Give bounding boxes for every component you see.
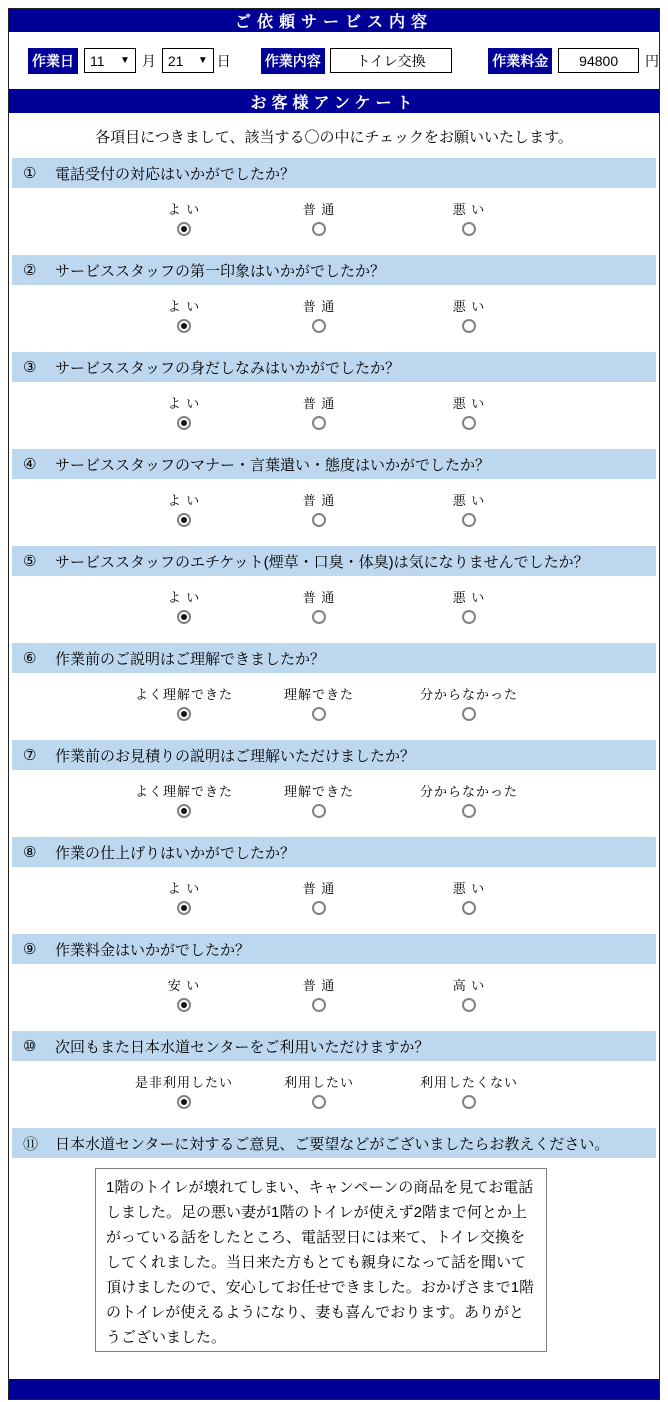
radio-option[interactable] — [394, 684, 544, 721]
radio-option-label: 普 通 — [302, 978, 336, 993]
question-text: 作業前のお見積りの説明はご理解いただけましたか？ — [55, 747, 416, 765]
radio-option[interactable] — [109, 781, 259, 818]
radio-button[interactable] — [462, 707, 476, 721]
question-number: ③ — [23, 359, 37, 376]
radio-option[interactable] — [394, 393, 544, 430]
work-content-value: トイレ交換 — [356, 52, 426, 69]
work-month-select[interactable] — [84, 48, 136, 73]
option-group — [9, 878, 659, 923]
question-number: ④ — [23, 456, 37, 473]
radio-option[interactable] — [244, 878, 394, 915]
radio-option[interactable] — [109, 199, 259, 236]
radio-button[interactable] — [462, 1095, 476, 1109]
question-block — [9, 158, 659, 255]
option-group — [9, 296, 659, 341]
question-number: ② — [23, 262, 37, 279]
question-block — [9, 1031, 659, 1128]
work-content-label: 作業内容 — [261, 48, 325, 74]
question-header — [12, 449, 656, 479]
radio-option-label: 悪 い — [452, 396, 486, 411]
radio-option[interactable] — [394, 878, 544, 915]
question-text: 作業前のご説明はご理解できましたか？ — [55, 650, 326, 668]
radio-option-label: よく理解できた — [134, 784, 233, 799]
radio-option-label: 普 通 — [302, 202, 336, 217]
question-block — [9, 740, 659, 837]
radio-button[interactable] — [312, 416, 326, 430]
question-number: ⑪ — [23, 1135, 39, 1153]
radio-option[interactable] — [109, 878, 259, 915]
question-block — [9, 643, 659, 740]
radio-option[interactable] — [109, 393, 259, 430]
question-header — [12, 740, 656, 770]
radio-button[interactable] — [312, 610, 326, 624]
radio-button[interactable] — [462, 222, 476, 236]
radio-option-label: 普 通 — [302, 493, 336, 508]
radio-option-label: 理解できた — [283, 687, 354, 702]
question-header — [12, 352, 656, 382]
radio-button[interactable] — [312, 998, 326, 1012]
radio-option-label: 利用したい — [283, 1075, 354, 1090]
question-header — [12, 158, 656, 188]
question-number: ⑥ — [23, 650, 37, 667]
instruction-text: 各項目につきまして、該当する〇の中にチェックをお願いいたします。 — [95, 129, 573, 146]
radio-option-label: 分からなかった — [419, 687, 518, 702]
survey-body — [9, 113, 659, 1379]
radio-button[interactable] — [177, 610, 191, 624]
work-date-label: 作業日 — [28, 48, 78, 74]
work-content-input[interactable] — [330, 48, 453, 73]
question-text: サービススタッフの第一印象はいかがでしたか？ — [55, 262, 386, 280]
question-header — [12, 546, 656, 576]
radio-button[interactable] — [312, 1095, 326, 1109]
question-list — [9, 158, 659, 1352]
radio-button[interactable] — [462, 901, 476, 915]
survey-header-bar — [9, 89, 659, 113]
option-group — [9, 781, 659, 826]
radio-option-label: 悪 い — [452, 299, 486, 314]
radio-button[interactable] — [177, 319, 191, 333]
question-text: 日本水道センターに対するご意見、ご要望などがございましたらお教えください。 — [55, 1135, 610, 1153]
radio-option-label: 普 通 — [302, 396, 336, 411]
service-header-title: ご依頼サービス内容 — [234, 14, 433, 31]
radio-option[interactable] — [244, 587, 394, 624]
radio-option-label: 分からなかった — [419, 784, 518, 799]
radio-button[interactable] — [312, 707, 326, 721]
radio-button[interactable] — [312, 901, 326, 915]
radio-option[interactable] — [394, 199, 544, 236]
radio-button[interactable] — [462, 319, 476, 333]
question-block — [9, 546, 659, 643]
work-fee-label: 作業料金 — [488, 48, 552, 74]
radio-option-label: よ い — [167, 202, 201, 217]
fee-unit-label: 円 — [645, 52, 659, 69]
question-header — [12, 643, 656, 673]
radio-button[interactable] — [312, 319, 326, 333]
radio-button[interactable] — [462, 998, 476, 1012]
question-block — [9, 837, 659, 934]
work-fee-value: 94800 — [579, 52, 619, 69]
radio-option-label: 悪 い — [452, 493, 486, 508]
radio-option-label: 普 通 — [302, 881, 336, 896]
footer-bar — [9, 1379, 659, 1400]
radio-button[interactable] — [312, 222, 326, 236]
work-day-value: 21 — [167, 52, 184, 69]
radio-option[interactable] — [394, 781, 544, 818]
question-header — [12, 1031, 656, 1061]
day-unit-label: 日 — [216, 52, 231, 69]
radio-option[interactable] — [109, 587, 259, 624]
question-text: サービススタッフのマナー・言葉遣い・態度はいかがでしたか？ — [55, 456, 491, 474]
question-header — [12, 255, 656, 285]
radio-button[interactable] — [312, 513, 326, 527]
option-group — [9, 975, 659, 1020]
question-block — [9, 449, 659, 546]
question-number: ① — [23, 165, 37, 182]
question-text: サービススタッフの身だしなみはいかがでしたか？ — [55, 359, 401, 377]
radio-option-label: よ い — [167, 881, 201, 896]
radio-option-label: よ い — [167, 493, 201, 508]
radio-option-label: よく理解できた — [134, 687, 233, 702]
form-frame — [8, 8, 660, 1400]
radio-option[interactable] — [109, 1072, 259, 1109]
dropdown-arrow-icon: ▼ — [119, 55, 130, 66]
question-text: 電話受付の対応はいかがでしたか？ — [55, 165, 296, 183]
question-header — [12, 934, 656, 964]
radio-button[interactable] — [462, 416, 476, 430]
question-block — [9, 1128, 659, 1352]
radio-option-label: 是非利用したい — [134, 1075, 233, 1090]
radio-option-label: よ い — [167, 396, 201, 411]
radio-option[interactable] — [109, 684, 259, 721]
question-text: 作業の仕上げりはいかがでしたか？ — [55, 844, 296, 862]
radio-option-label: 高 い — [452, 978, 486, 993]
service-row — [9, 32, 659, 89]
question-text: サービススタッフのエチケット(煙草・口臭・体臭)は気になりませんでしたか？ — [55, 553, 589, 571]
question-block — [9, 352, 659, 449]
radio-button[interactable] — [177, 1095, 191, 1109]
radio-option-label: 安 い — [167, 978, 201, 993]
comment-textarea[interactable] — [95, 1168, 547, 1352]
radio-option[interactable] — [394, 975, 544, 1012]
radio-option-label: 悪 い — [452, 881, 486, 896]
radio-button[interactable] — [177, 804, 191, 818]
radio-button[interactable] — [177, 707, 191, 721]
radio-option[interactable] — [394, 587, 544, 624]
radio-option-label: 利用したくない — [419, 1075, 518, 1090]
radio-button[interactable] — [177, 222, 191, 236]
radio-option[interactable] — [244, 296, 394, 333]
radio-option-label: 悪 い — [452, 202, 486, 217]
radio-button[interactable] — [462, 804, 476, 818]
radio-option-label: 普 通 — [302, 590, 336, 605]
question-header — [12, 1128, 656, 1158]
question-number: ⑧ — [23, 844, 37, 861]
radio-option[interactable] — [394, 296, 544, 333]
question-number: ⑦ — [23, 747, 37, 764]
question-text: 作業料金はいかがでしたか？ — [55, 941, 251, 959]
radio-button[interactable] — [177, 998, 191, 1012]
radio-button[interactable] — [177, 513, 191, 527]
radio-option[interactable] — [244, 199, 394, 236]
radio-button[interactable] — [177, 416, 191, 430]
dropdown-arrow-icon: ▼ — [197, 55, 208, 66]
option-group — [9, 199, 659, 244]
question-block — [9, 255, 659, 352]
question-number: ⑤ — [23, 553, 37, 570]
option-group — [9, 490, 659, 535]
radio-option[interactable] — [244, 781, 394, 818]
radio-option-label: 普 通 — [302, 299, 336, 314]
radio-option[interactable] — [394, 1072, 544, 1109]
radio-option[interactable] — [244, 975, 394, 1012]
service-header-bar — [9, 9, 659, 32]
work-day-select[interactable] — [162, 48, 214, 73]
question-block — [9, 934, 659, 1031]
radio-option[interactable] — [244, 393, 394, 430]
question-header — [12, 837, 656, 867]
radio-option[interactable] — [109, 490, 259, 527]
month-unit-label: 月 — [141, 52, 156, 69]
question-number: ⑨ — [23, 941, 37, 958]
option-group — [9, 587, 659, 632]
radio-option[interactable] — [109, 975, 259, 1012]
question-text: 次回もまた日本水道センターをご利用いただけますか？ — [55, 1038, 430, 1056]
radio-option[interactable] — [394, 490, 544, 527]
radio-button[interactable] — [462, 513, 476, 527]
question-number: ⑩ — [23, 1038, 37, 1055]
radio-option-label: 理解できた — [283, 784, 354, 799]
radio-option[interactable] — [109, 296, 259, 333]
radio-option[interactable] — [244, 1072, 394, 1109]
radio-option-label: 悪 い — [452, 590, 486, 605]
option-group — [9, 684, 659, 729]
radio-button[interactable] — [462, 610, 476, 624]
radio-option-label: よ い — [167, 590, 201, 605]
radio-button[interactable] — [312, 804, 326, 818]
option-group — [9, 393, 659, 438]
radio-button[interactable] — [177, 901, 191, 915]
radio-option[interactable] — [244, 684, 394, 721]
work-fee-input[interactable] — [558, 48, 639, 73]
radio-option-label: よ い — [167, 299, 201, 314]
survey-header-title: お客様アンケート — [250, 94, 418, 112]
option-group — [9, 1072, 659, 1117]
radio-option[interactable] — [244, 490, 394, 527]
work-month-value: 11 — [90, 52, 105, 69]
